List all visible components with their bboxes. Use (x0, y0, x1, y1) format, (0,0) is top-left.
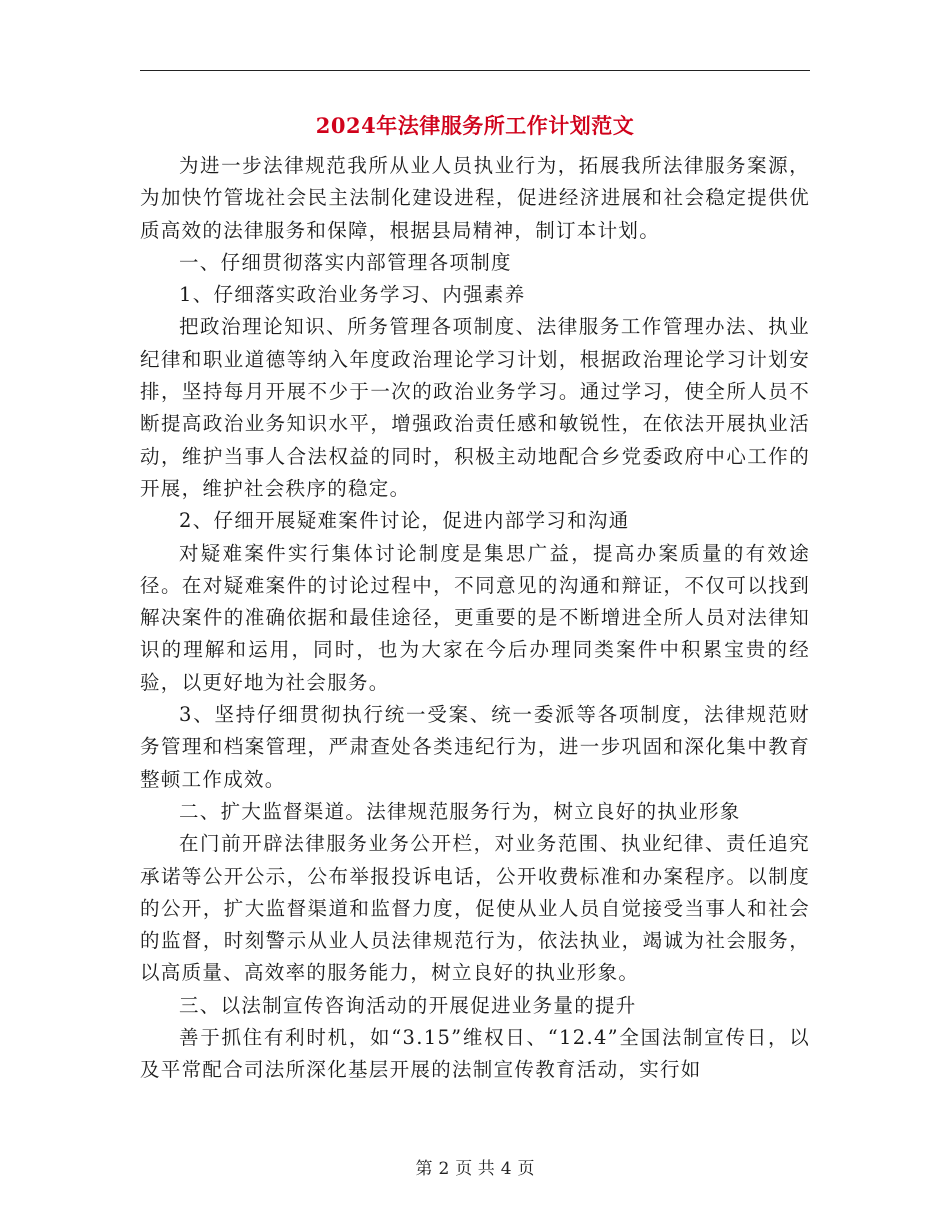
subsection-heading-1-1: 1、仔细落实政治业务学习、内强素养 (179, 283, 526, 307)
body-paragraph: 在门前开辟法律服务业务公开栏，对业务范围、执业纪律、责任追究承诺等公开公示，公布举报投诉电话，公开收费标准和办案程序。以制度的公开，扩大监督渠道和监督力度，促使从业人员自觉接受当事人和社会的监督，时刻警示从业人员法律规范行为，依法执业，竭诚为社会服务，以高质量、高效率的服务能力，树立良好的执业形象。 (140, 832, 810, 985)
footer-middle: 页 共 (455, 1159, 495, 1179)
body-paragraph: 对疑难案件实行集体讨论制度是集思广益，提高办案质量的有效途径。在对疑难案件的讨论过程中，不同意见的沟通和辩证，不仅可以找到解决案件的准确依据和最佳途径，更重要的是不断增进全所人员对法律知识的理解和运用，同时，也为大家在今后办理同类案件中积累宝贵的经验，以更好地为社会服务。 (140, 541, 810, 694)
page-footer (0, 1154, 950, 1179)
footer-prefix: 第 (415, 1159, 433, 1179)
body-paragraph: 善于抓住有利时机，如“3.15”维权日、“12.4”全国法制宣传日，以及平常配合司法所深化基层开展的法制宣传教育活动，实行如 (140, 1026, 810, 1082)
header-rule (140, 70, 810, 71)
section-heading-2: 二、扩大监督渠道。法律规范服务行为，树立良好的执业形象 (179, 799, 741, 823)
document-title: 2024年法律服务所工作计划范文 (315, 113, 635, 138)
footer-suffix: 页 (517, 1159, 535, 1179)
section-heading-3: 三、以法制宣传咨询活动的开展促进业务量的提升 (179, 993, 637, 1017)
intro-paragraph: 为进一步法律规范我所从业人员执业行为，拓展我所法律服务案源，为加快竹管垅社会民主法制化建设进程，促进经济进展和社会稳定提供优质高效的法律服务和保障，根据县局精神，制订本计划。 (140, 154, 810, 242)
document-body (140, 150, 810, 1087)
subsection-item-1-3: 3、坚持仔细贯彻执行统一受案、统一委派等各项制度，法律规范财务管理和档案管理，严肃查处各类违纪行为，进一步巩固和深化集中教育整顿工作成效。 (140, 703, 810, 791)
footer-total-pages: 4 (500, 1159, 512, 1179)
section-heading-1: 一、仔细贯彻落实内部管理各项制度 (179, 250, 512, 274)
body-paragraph: 把政治理论知识、所务管理各项制度、法律服务工作管理办法、执业纪律和职业道德等纳入年度政治理论学习计划，根据政治理论学习计划安排，坚持每月开展不少于一次的政治业务学习。通过学习，使全所人员不断提高政治业务知识水平，增强政治责任感和敏锐性，在依法开展执业活动，维护当事人合法权益的同时，积极主动地配合乡党委政府中心工作的开展，维护社会秩序的稳定。 (140, 315, 810, 500)
footer-page-number: 2 (438, 1159, 450, 1179)
subsection-heading-1-2: 2、仔细开展疑难案件讨论，促进内部学习和沟通 (179, 509, 630, 533)
